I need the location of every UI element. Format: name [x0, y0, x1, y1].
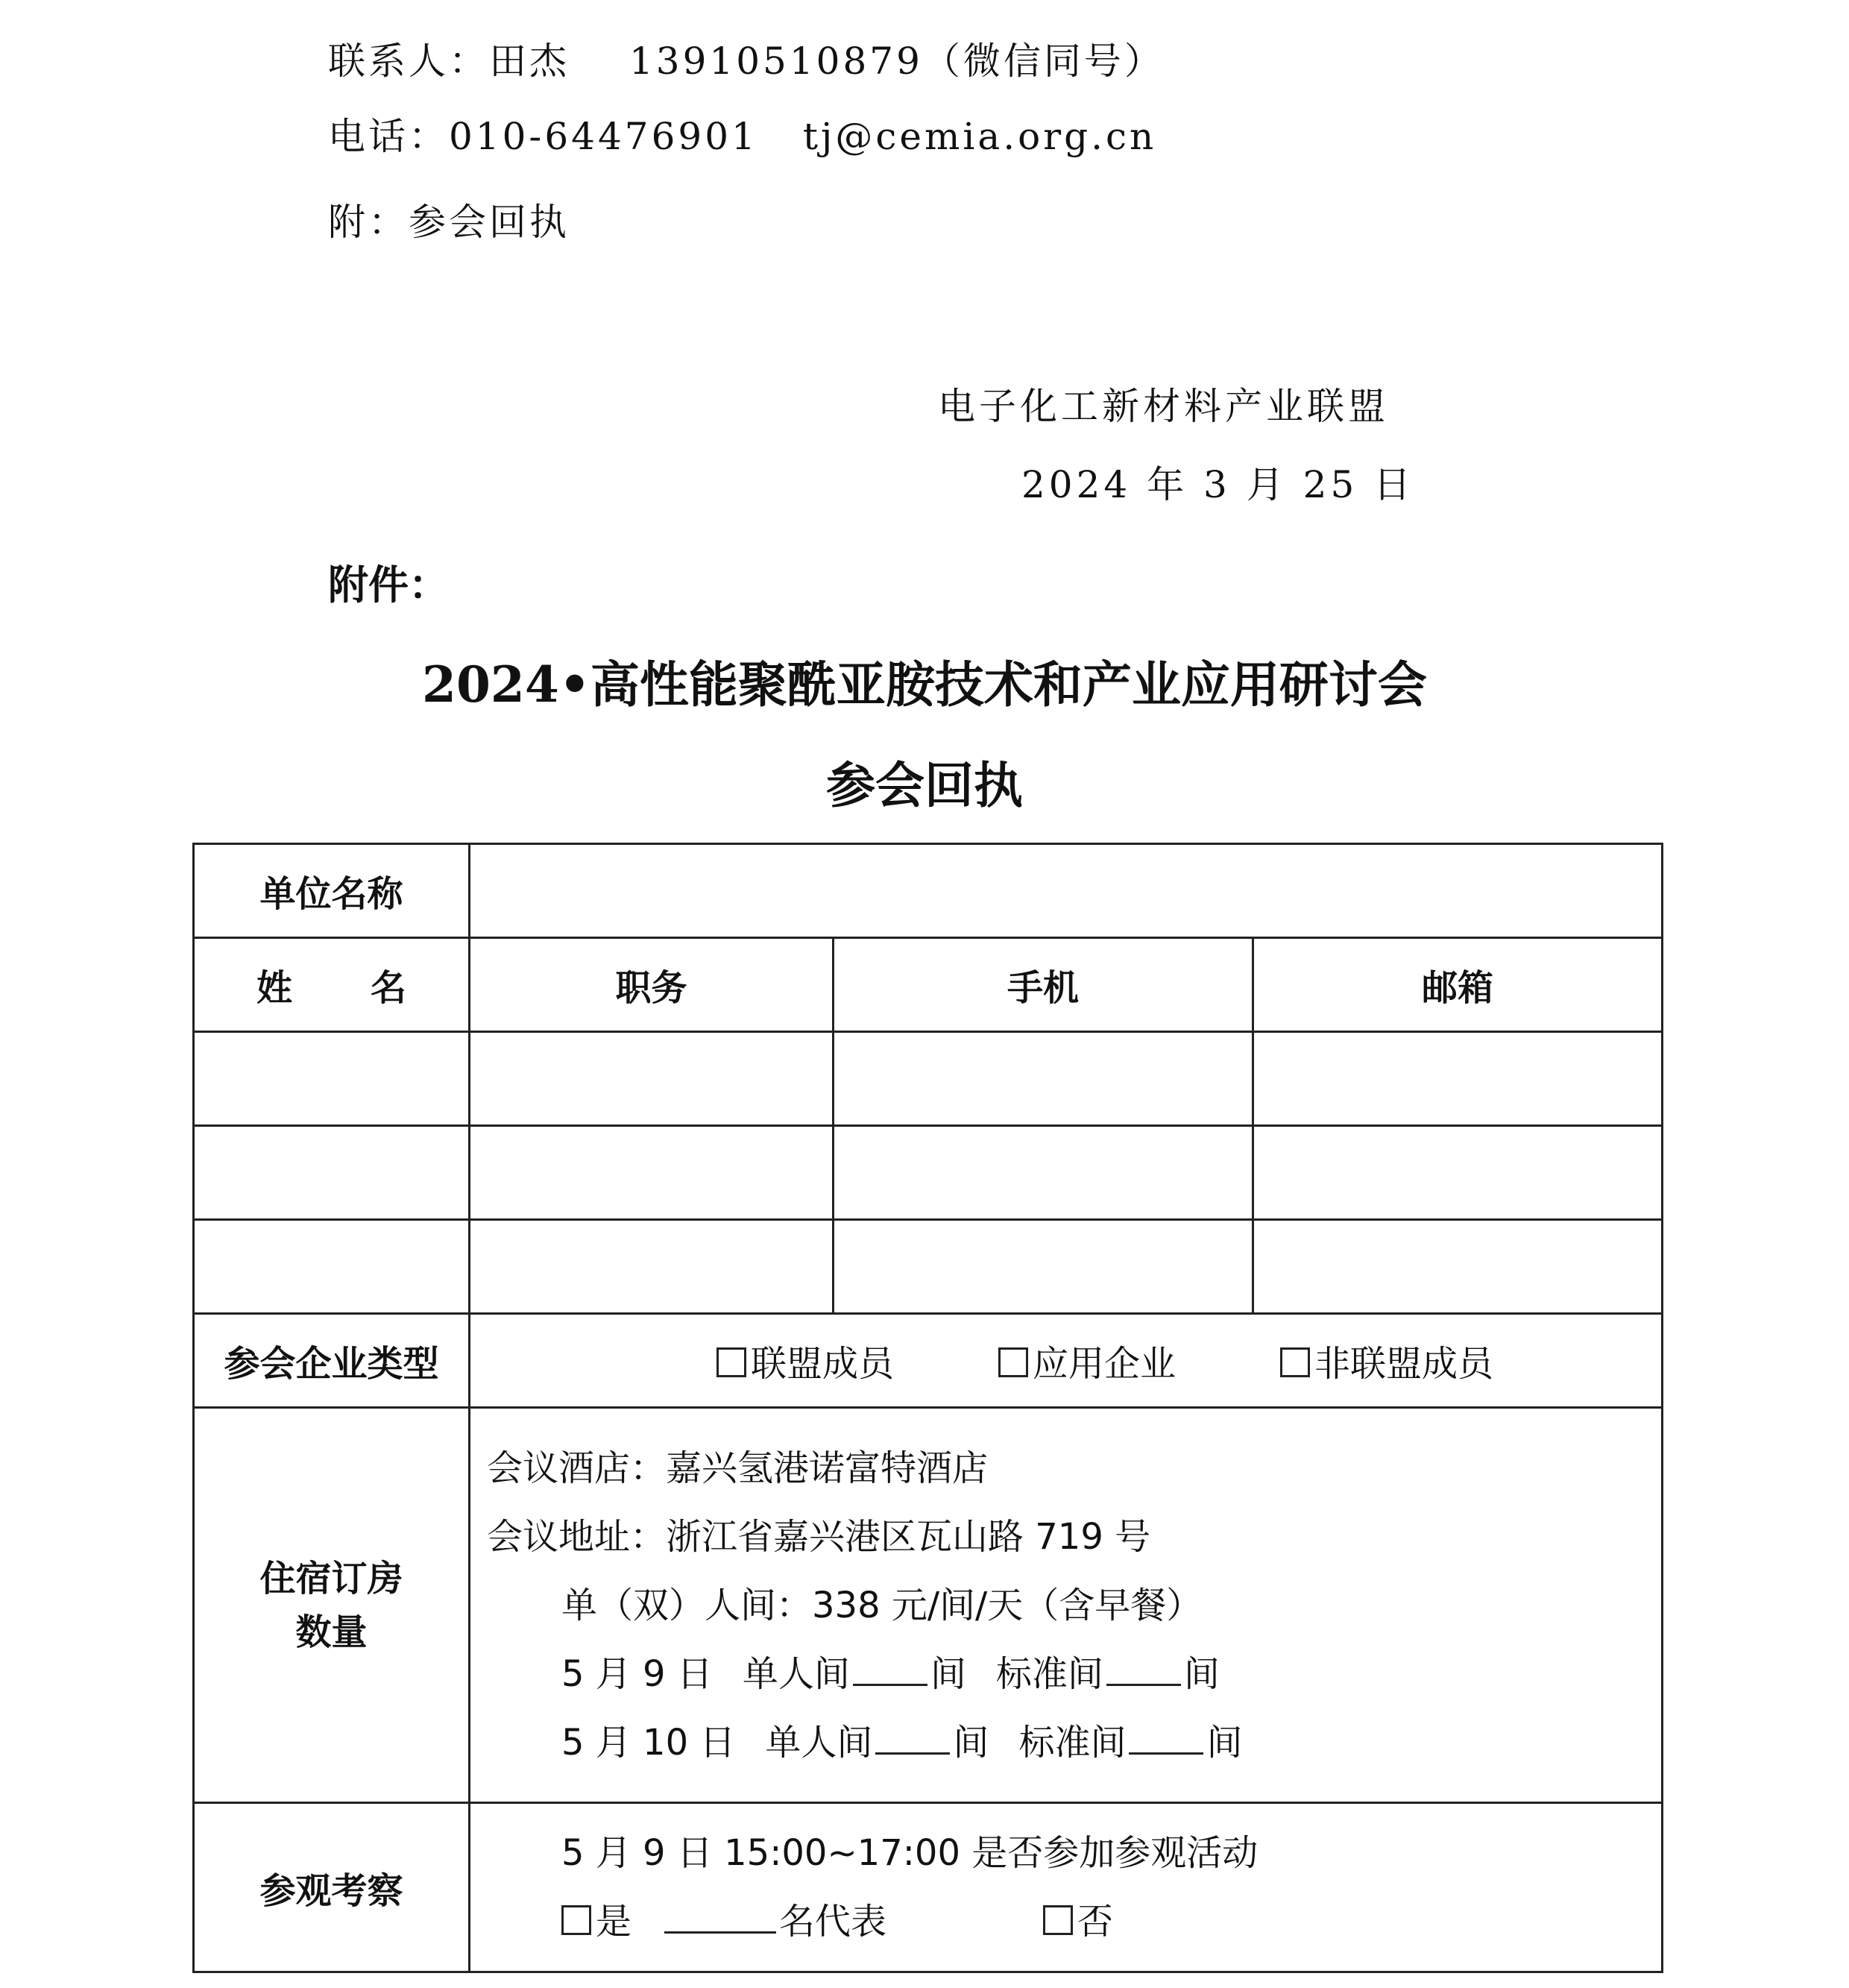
day2-standard-unit: 间 — [1206, 1721, 1243, 1764]
contact-email[interactable]: tj@cemia.org.cn — [802, 115, 1157, 158]
day1-booking — [487, 1640, 1646, 1708]
day1-date: 5 月 9 日 — [561, 1652, 713, 1695]
lodging-label-line1: 住宿订房 — [259, 1557, 403, 1599]
day1-single-unit: 间 — [930, 1652, 966, 1695]
checkbox-icon[interactable] — [716, 1347, 746, 1377]
header-name-part2: 名 — [371, 967, 407, 1009]
attendee-name-input[interactable] — [194, 1032, 470, 1126]
visit-yes-option[interactable]: 是 — [561, 1901, 631, 1943]
day2-date: 5 月 10 日 — [561, 1721, 736, 1764]
checkbox-icon[interactable] — [1043, 1905, 1073, 1935]
attendee-row — [194, 1220, 1663, 1314]
address-line: 会议地址：浙江省嘉兴港区瓦山路 719 号 — [487, 1515, 1151, 1558]
hotel-line: 会议酒店：嘉兴氢港诺富特酒店 — [487, 1447, 989, 1489]
attendee-name-input[interactable] — [194, 1126, 470, 1220]
company-type-label: 参会企业类型 — [194, 1314, 470, 1408]
unit-name-input[interactable] — [470, 844, 1663, 938]
visit-line: 5 月 9 日 15:00~17:00 是否参加参观活动 — [561, 1832, 1259, 1874]
signature-org: 电子化工新材料产业联盟 — [938, 385, 1389, 428]
lodging-label-line2: 数量 — [295, 1611, 368, 1653]
day1-single-count-input[interactable] — [853, 1655, 927, 1686]
day1-single-label: 单人间 — [742, 1652, 850, 1695]
attendee-email-input[interactable] — [1253, 1126, 1663, 1220]
visit-reps-count-input[interactable] — [664, 1903, 776, 1934]
header-position: 职务 — [470, 938, 834, 1032]
lodging-label — [194, 1408, 470, 1803]
attachment-note: 附：参会回执 — [328, 201, 570, 244]
visit-options — [487, 1887, 1646, 1956]
attendee-name-input[interactable] — [194, 1220, 470, 1314]
day1-standard-unit: 间 — [1183, 1652, 1220, 1695]
attendee-email-input[interactable] — [1253, 1032, 1663, 1126]
contact-tel-label: 电话： — [328, 115, 449, 158]
lodging-details — [470, 1408, 1663, 1803]
day2-standard-label: 标准间 — [1018, 1721, 1127, 1764]
form-subtitle: 参会回执 — [826, 756, 1023, 814]
day2-booking — [487, 1708, 1646, 1777]
option-non-member[interactable]: 非联盟成员 — [1280, 1335, 1493, 1386]
company-type-options — [470, 1314, 1663, 1408]
attendee-mobile-input[interactable] — [834, 1220, 1253, 1314]
attendee-email-input[interactable] — [1253, 1220, 1663, 1314]
contact-person-name: 田杰 — [489, 40, 570, 83]
contact-tel-line — [328, 107, 1156, 160]
form-title: 2024•高性能聚酰亚胺技术和产业应用研讨会 — [422, 655, 1427, 714]
visit-reps-label: 名代表 — [779, 1901, 887, 1943]
visit-details — [470, 1803, 1663, 1972]
day1-standard-count-input[interactable] — [1106, 1655, 1181, 1686]
attendee-position-input[interactable] — [470, 1126, 834, 1220]
attendee-mobile-input[interactable] — [834, 1126, 1253, 1220]
visit-no-option[interactable]: 否 — [1043, 1901, 1113, 1943]
option-application-company[interactable]: 应用企业 — [998, 1335, 1176, 1386]
attendee-row — [194, 1032, 1663, 1126]
visit-label: 参观考察 — [194, 1803, 470, 1972]
header-email: 邮箱 — [1253, 938, 1663, 1032]
signature-date: 2024 年 3 月 25 日 — [1021, 463, 1415, 506]
checkbox-icon[interactable] — [1280, 1347, 1310, 1377]
day2-single-unit: 间 — [953, 1721, 989, 1764]
attendee-row — [194, 1126, 1663, 1220]
attendee-position-input[interactable] — [470, 1032, 834, 1126]
price-line: 单（双）人间：338 元/间/天（含早餐） — [561, 1584, 1203, 1626]
day2-single-count-input[interactable] — [875, 1724, 950, 1755]
attachment-label: 附件： — [328, 561, 449, 608]
attendee-position-input[interactable] — [470, 1220, 834, 1314]
contact-person-phone: 13910510879（微信同号） — [629, 40, 1165, 83]
option-alliance-member[interactable]: 联盟成员 — [716, 1335, 894, 1386]
contact-person-line — [328, 31, 1165, 85]
day2-standard-count-input[interactable] — [1129, 1724, 1203, 1755]
header-name-part1: 姓 — [256, 967, 292, 1009]
contact-tel-number: 010-64476901 — [449, 115, 758, 158]
checkbox-icon[interactable] — [561, 1905, 591, 1935]
header-name — [194, 938, 470, 1032]
checkbox-icon[interactable] — [998, 1347, 1028, 1377]
attendee-mobile-input[interactable] — [834, 1032, 1253, 1126]
registration-form — [192, 843, 1663, 1973]
day2-single-label: 单人间 — [765, 1721, 873, 1764]
day1-standard-label: 标准间 — [995, 1652, 1103, 1695]
contact-person-label: 联系人： — [328, 40, 489, 83]
unit-name-label: 单位名称 — [194, 844, 470, 938]
header-mobile: 手机 — [834, 938, 1253, 1032]
